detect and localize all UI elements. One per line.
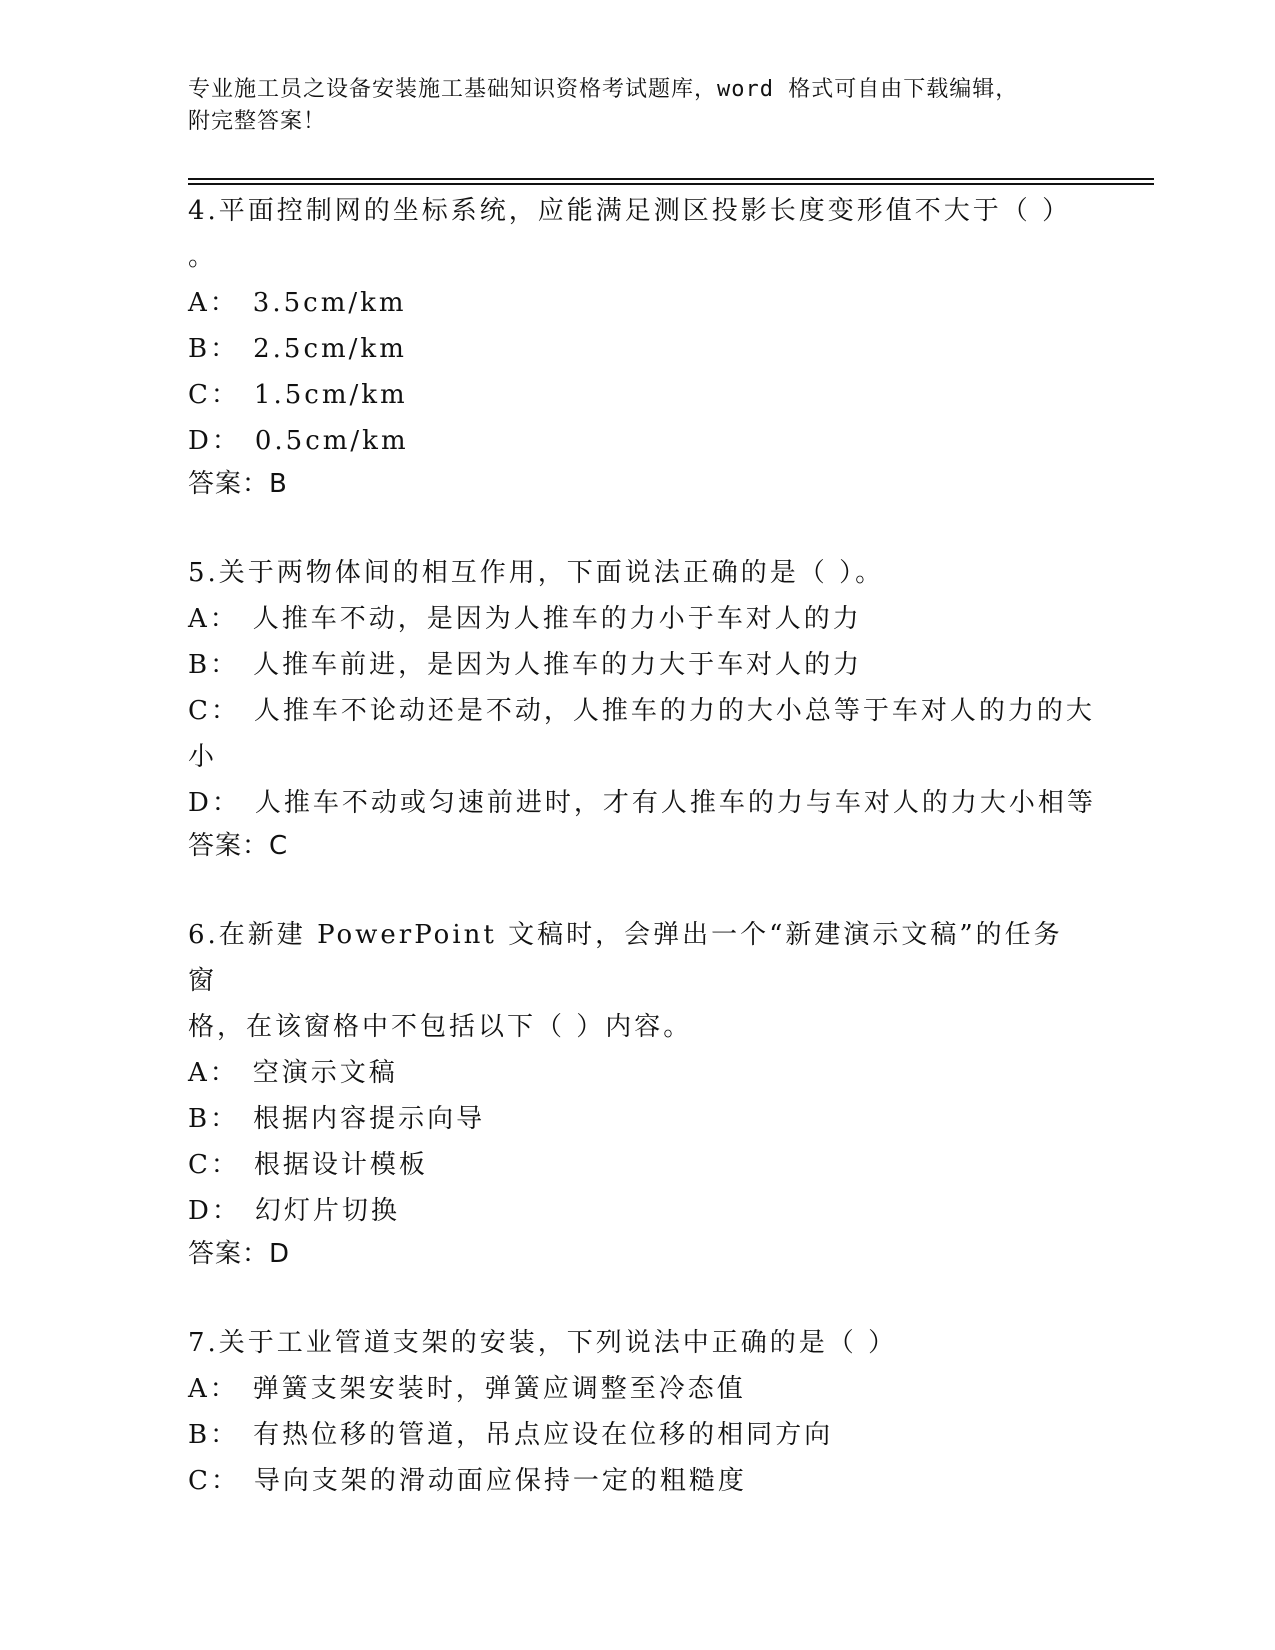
option-letter: B： xyxy=(188,334,240,364)
option-text: 1.5cm/km xyxy=(253,380,408,410)
option-text: 幻灯片切换 xyxy=(254,1196,400,1226)
option-text: 根据内容提示向导 xyxy=(253,1104,486,1134)
header-divider-top xyxy=(188,178,1154,180)
question-item xyxy=(188,912,1088,1274)
option-letter: C： xyxy=(188,380,240,410)
option-text: 人推车前进，是因为人推车的力大于车对人的力 xyxy=(253,650,863,680)
answer-line: 答案：C xyxy=(188,831,289,861)
option-a xyxy=(188,1050,1088,1096)
question-stem-line: 6.在新建 PowerPoint 文稿时，会弹出一个“新建演示文稿”的任务窗 xyxy=(188,920,1063,996)
question-item xyxy=(188,550,1096,866)
question-stem-line: 格，在该窗格中不包括以下（ ）内容。 xyxy=(188,1012,693,1042)
header-line-1: 专业施工员之设备安装施工基础知识资格考试题库，word 格式可自由下载编辑， xyxy=(188,77,1019,102)
option-a xyxy=(188,1366,1088,1412)
answer-line: 答案：D xyxy=(188,1239,291,1269)
question-list xyxy=(188,188,1096,1550)
option-a xyxy=(188,280,1088,326)
option-b xyxy=(188,1096,1088,1142)
header-line-2: 附完整答案！ xyxy=(188,109,327,134)
option-text: 空演示文稿 xyxy=(252,1058,398,1088)
option-a xyxy=(188,596,1088,642)
option-text: 有热位移的管道，吊点应设在位移的相同方向 xyxy=(253,1420,834,1450)
option-text: 2.5cm/km xyxy=(253,334,407,364)
option-text: 人推车不论动还是不动，人推车的力的大小总等于车对人的力的大 xyxy=(253,696,1095,726)
option-letter: C： xyxy=(188,1466,240,1496)
question-stem-line: 4.平面控制网的坐标系统，应能满足测区投影长度变形值不大于（ ） xyxy=(188,196,1072,226)
option-continuation: 小 xyxy=(188,742,218,772)
document-header xyxy=(188,74,1088,138)
answer-line: 答案：B xyxy=(188,469,288,499)
option-letter: A： xyxy=(188,288,239,318)
option-letter: A： xyxy=(188,604,239,634)
option-c xyxy=(188,1458,1088,1504)
option-b xyxy=(188,642,1088,688)
option-text: 导向支架的滑动面应保持一定的粗糙度 xyxy=(253,1466,747,1496)
option-c xyxy=(188,688,1095,734)
option-text: 人推车不动，是因为人推车的力小于车对人的力 xyxy=(252,604,862,634)
option-c xyxy=(188,372,1088,418)
option-letter: A： xyxy=(188,1374,239,1404)
option-letter: B： xyxy=(188,1104,240,1134)
option-text: 根据设计模板 xyxy=(253,1150,428,1180)
option-letter: B： xyxy=(188,650,240,680)
option-b xyxy=(188,326,1088,372)
option-d xyxy=(188,780,1096,826)
option-letter: B： xyxy=(188,1420,240,1450)
option-text: 0.5cm/km xyxy=(254,426,409,456)
option-c xyxy=(188,1142,1088,1188)
question-stem-line: 。 xyxy=(188,242,218,272)
question-item xyxy=(188,1320,1088,1504)
question-stem-line: 7.关于工业管道支架的安装，下列说法中正确的是（ ） xyxy=(188,1328,898,1358)
question-item xyxy=(188,188,1088,504)
option-d xyxy=(188,1188,1088,1234)
option-d xyxy=(188,418,1088,464)
option-letter: A： xyxy=(188,1058,239,1088)
option-b xyxy=(188,1412,1088,1458)
header-divider-bottom xyxy=(188,183,1154,185)
question-stem-line: 5.关于两物体间的相互作用，下面说法正确的是（ ）。 xyxy=(188,558,885,588)
option-text: 人推车不动或匀速前进时，才有人推车的力与车对人的力大小相等 xyxy=(254,788,1096,818)
option-letter: D： xyxy=(188,788,241,818)
option-letter: D： xyxy=(188,1196,241,1226)
option-text: 弹簧支架安装时，弹簧应调整至冷态值 xyxy=(252,1374,746,1404)
option-letter: D： xyxy=(188,426,241,456)
option-letter: C： xyxy=(188,696,240,726)
option-letter: C： xyxy=(188,1150,240,1180)
option-text: 3.5cm/km xyxy=(252,288,407,318)
